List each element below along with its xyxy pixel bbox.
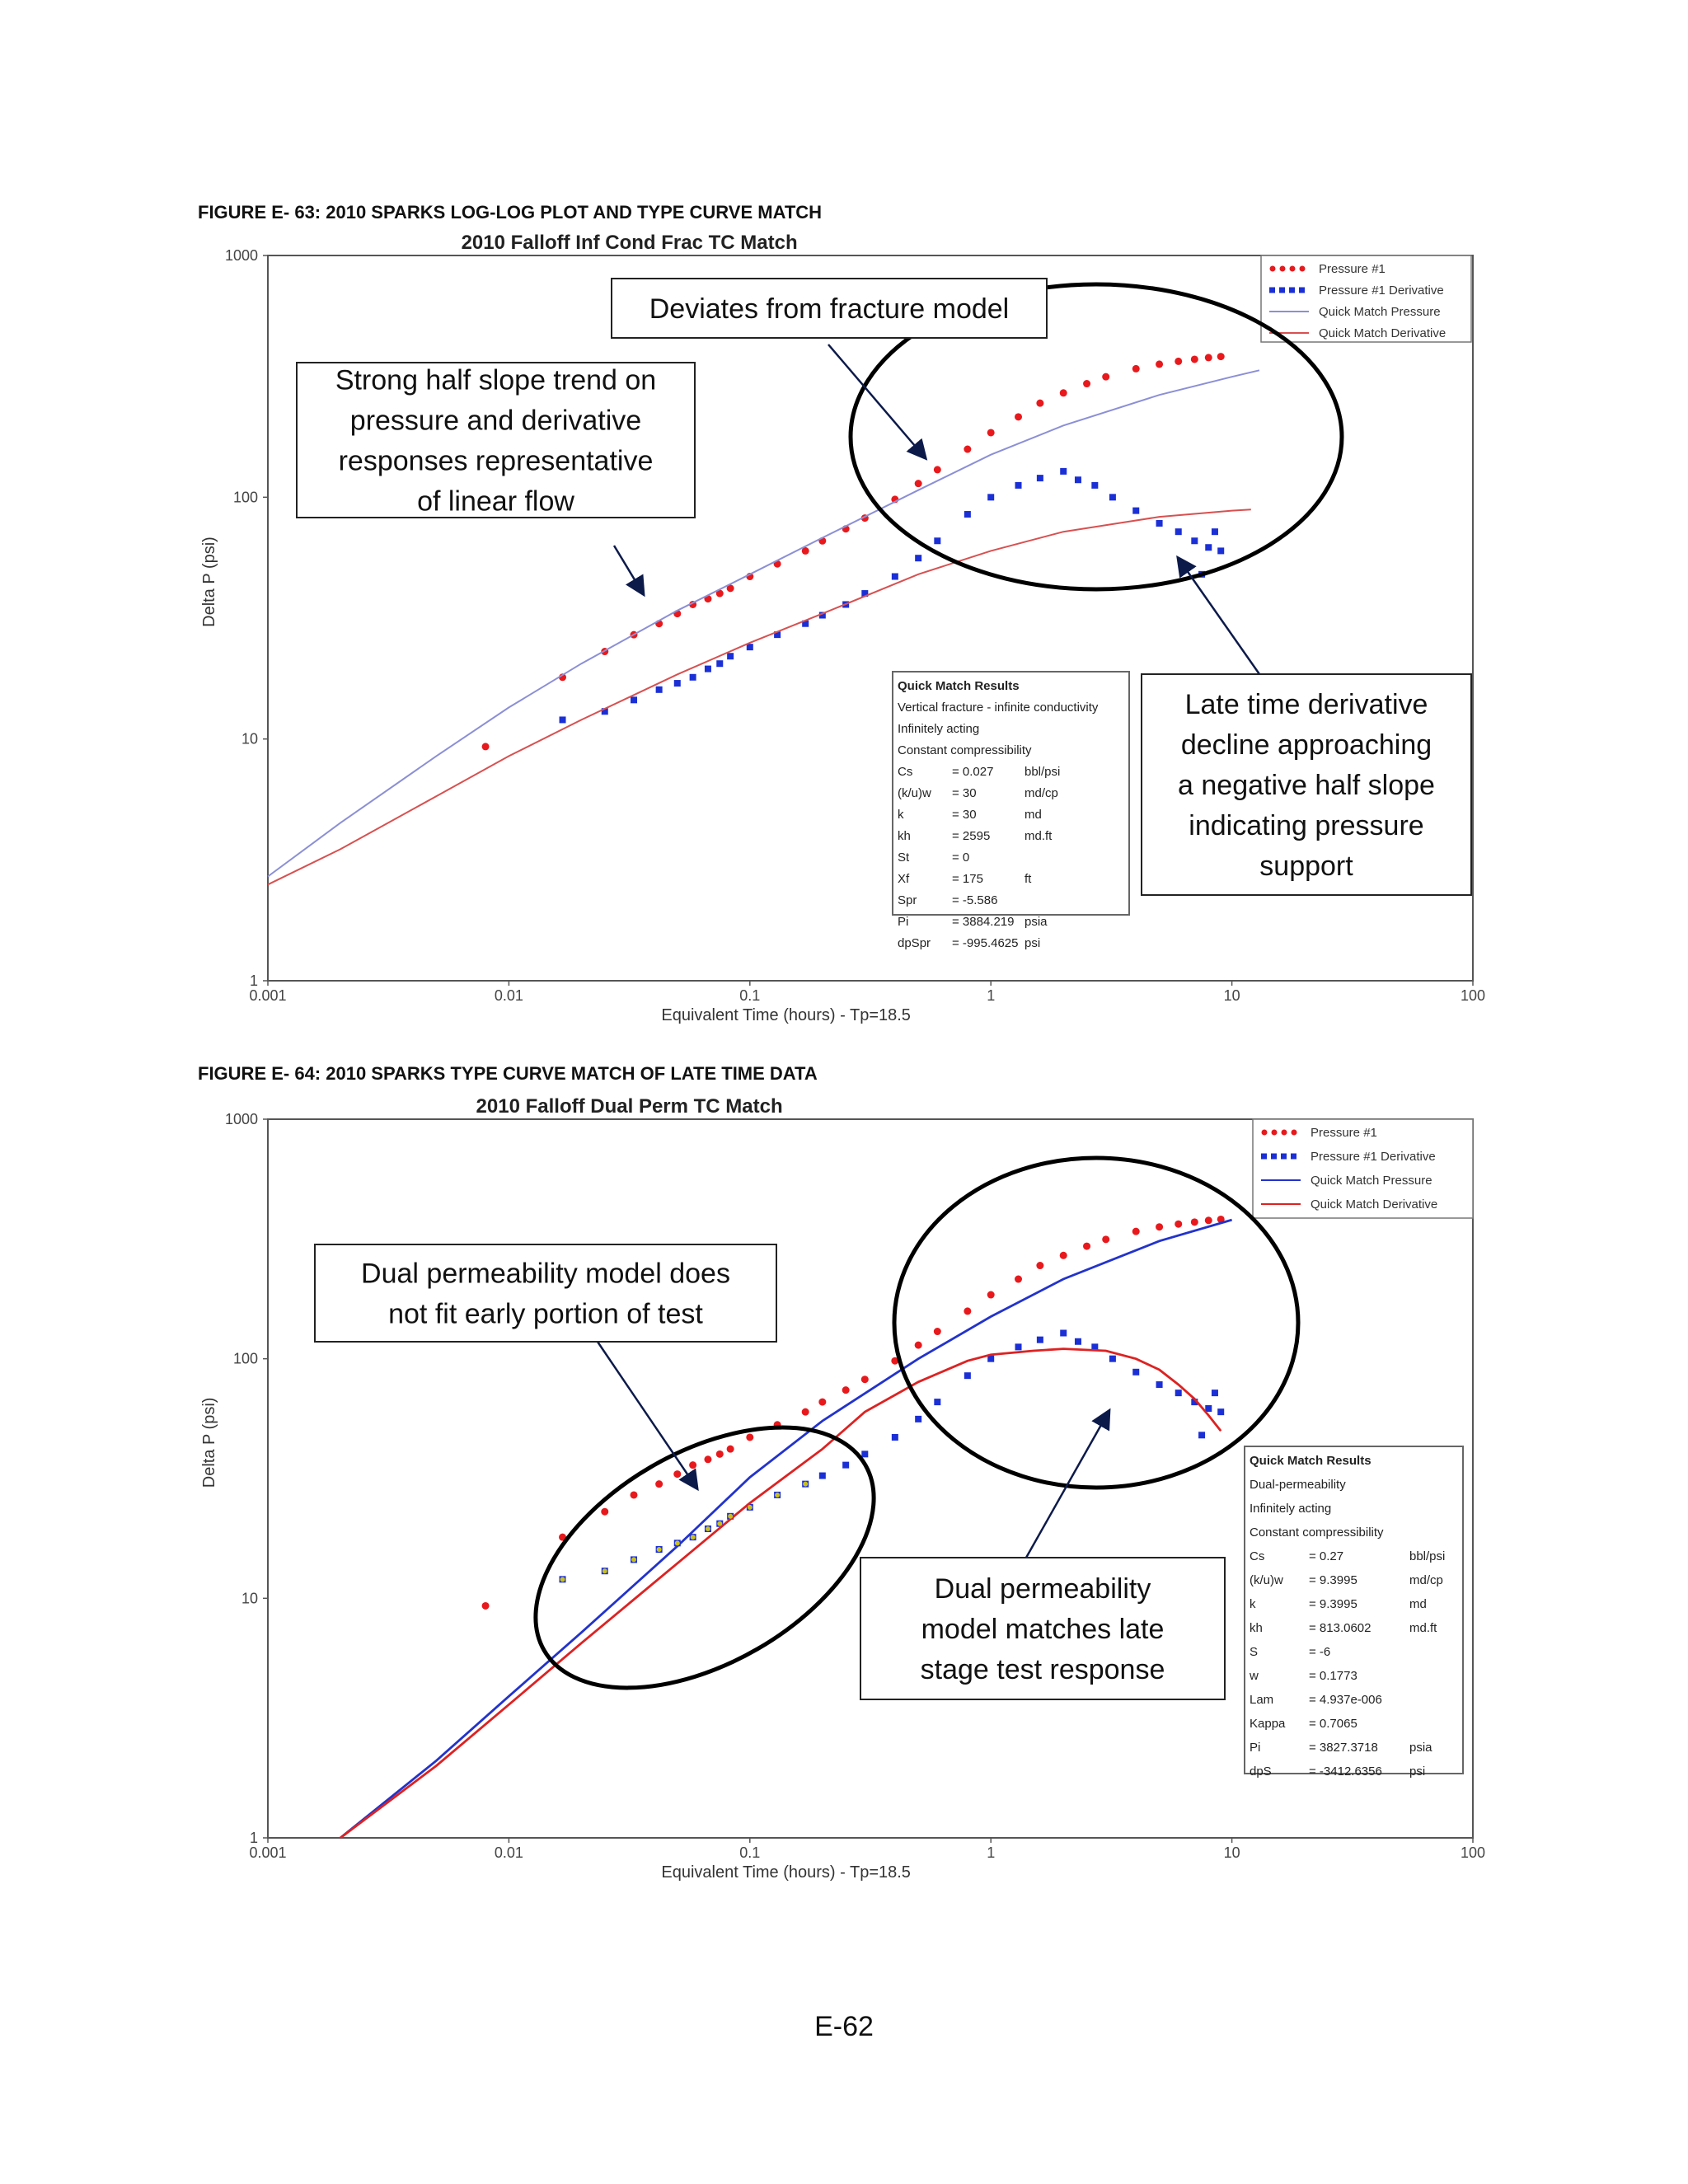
quick-match-param-value: = 0.027	[952, 765, 994, 779]
chart-inf-cond-frac	[0, 223, 1688, 1030]
quick-match-param-value: = 0.1773	[1309, 1669, 1357, 1683]
data-point-pressure	[689, 1461, 696, 1469]
data-point-pressure	[1205, 354, 1212, 361]
data-point-derivative	[1091, 482, 1098, 489]
data-point-pressure	[1175, 358, 1182, 365]
y-tick-label: 1000	[224, 1111, 258, 1127]
legend-label: Quick Match Pressure	[1319, 305, 1441, 319]
quick-match-param-name: S	[1250, 1645, 1259, 1659]
figure-caption-63: FIGURE E- 63: 2010 SPARKS LOG-LOG PLOT AND TYPE CURVE MATCH	[198, 202, 823, 223]
quick-match-param-name: dpS	[1250, 1765, 1272, 1779]
data-point-early-derivative	[631, 1557, 636, 1562]
quick-match-header: Quick Match Results	[1250, 1454, 1372, 1468]
data-point-pressure	[934, 1328, 941, 1335]
quick-match-param-value: = 3827.3718	[1309, 1741, 1378, 1755]
x-tick-label: 1	[987, 1844, 996, 1861]
data-point-pressure	[1015, 1276, 1022, 1283]
annotation-text: model matches late	[921, 1614, 1165, 1645]
data-point-pressure	[482, 1602, 490, 1610]
data-point-derivative	[819, 1473, 826, 1479]
data-point-pressure	[1191, 355, 1198, 363]
x-tick-label: 1	[987, 987, 996, 1004]
x-axis-label: Equivalent Time (hours) - Tp=18.5	[661, 1863, 911, 1882]
quick-match-param-name: dpSpr	[898, 936, 931, 950]
data-point-derivative	[1075, 476, 1081, 483]
data-point-derivative	[656, 687, 663, 693]
data-point-pressure	[1083, 380, 1090, 387]
data-point-early-derivative	[603, 1568, 607, 1573]
y-tick-label: 10	[241, 1590, 258, 1607]
data-point-pressure	[727, 1446, 734, 1453]
data-point-pressure	[915, 1342, 922, 1349]
x-tick-label: 0.01	[494, 1844, 523, 1861]
quick-match-param-name: Cs	[1250, 1549, 1265, 1563]
quick-match-param-unit: ft	[1025, 872, 1032, 886]
legend-swatch	[1269, 288, 1275, 293]
quick-match-note: Infinitely acting	[898, 722, 980, 736]
data-point-pressure	[842, 1386, 850, 1394]
y-axis-label: Delta P (psi)	[200, 1397, 218, 1488]
data-point-pressure	[716, 1451, 724, 1458]
quick-match-param-value: = 813.0602	[1309, 1621, 1372, 1635]
x-tick-label: 0.1	[739, 987, 761, 1004]
data-point-derivative	[631, 696, 637, 703]
data-point-derivative	[1037, 475, 1043, 481]
legend-label: Pressure #1 Derivative	[1311, 1150, 1436, 1164]
legend-swatch	[1261, 1154, 1267, 1160]
data-point-derivative	[690, 674, 696, 681]
legend-label: Pressure #1	[1311, 1126, 1377, 1140]
quick-match-param-value: = 0	[952, 851, 970, 865]
data-point-pressure	[1036, 400, 1043, 407]
quick-match-note: Constant compressibility	[1250, 1526, 1384, 1540]
data-point-early-derivative	[675, 1540, 680, 1545]
y-axis-label: Delta P (psi)	[200, 537, 218, 627]
data-point-pressure	[1015, 413, 1022, 420]
annotation-text: support	[1259, 851, 1353, 882]
data-point-derivative	[892, 574, 898, 580]
data-point-pressure	[1205, 1216, 1212, 1224]
data-point-pressure	[704, 1455, 711, 1463]
quick-match-param-value: = 30	[952, 808, 977, 822]
data-point-derivative	[934, 537, 940, 544]
data-point-derivative	[861, 1451, 868, 1457]
data-point-derivative	[892, 1434, 898, 1441]
quick-match-param-unit: md.ft	[1409, 1621, 1437, 1635]
legend	[1261, 255, 1471, 342]
data-point-pressure	[1102, 1235, 1109, 1243]
data-point-derivative	[1109, 1356, 1116, 1362]
quick-match-param-value: = 0.7065	[1309, 1717, 1357, 1731]
legend-label: Quick Match Derivative	[1311, 1197, 1438, 1212]
x-tick-label: 0.001	[249, 987, 287, 1004]
quick-match-param-unit: md	[1409, 1597, 1427, 1611]
data-point-derivative	[1132, 1369, 1139, 1376]
quick-match-param-unit: md	[1025, 808, 1042, 822]
annotation-text: Dual permeability	[934, 1573, 1151, 1605]
data-point-derivative	[1075, 1338, 1081, 1345]
quick-match-param-name: Spr	[898, 893, 917, 907]
annotation-text: of linear flow	[417, 485, 574, 518]
data-point-pressure	[1132, 365, 1140, 373]
data-point-derivative	[1205, 1405, 1212, 1412]
data-point-pressure	[1132, 1228, 1140, 1235]
chart-title: 2010 Falloff Inf Cond Frac TC Match	[461, 232, 798, 254]
data-point-early-derivative	[748, 1505, 753, 1510]
data-point-early-derivative	[560, 1577, 565, 1582]
data-point-derivative	[1156, 1381, 1163, 1388]
legend-swatch	[1282, 1130, 1287, 1136]
quick-match-param-value: = 9.3995	[1309, 1597, 1357, 1611]
quick-match-param-name: Xf	[898, 872, 910, 886]
x-tick-label: 100	[1460, 1844, 1486, 1861]
x-tick-label: 10	[1223, 987, 1240, 1004]
quick-match-param-name: kh	[1250, 1621, 1263, 1635]
quick-match-param-name: Cs	[898, 765, 913, 779]
legend-swatch	[1299, 288, 1305, 293]
data-point-derivative	[674, 680, 681, 687]
y-tick-label: 10	[241, 730, 258, 748]
quick-match-param-value: = -995.4625	[952, 936, 1019, 950]
data-point-pressure	[818, 1399, 826, 1406]
data-point-pressure	[1191, 1218, 1198, 1226]
data-point-pressure	[1156, 360, 1163, 368]
legend-swatch	[1271, 1154, 1277, 1160]
legend-swatch	[1289, 288, 1295, 293]
quick-match-param-name: k	[1250, 1597, 1256, 1611]
data-point-pressure	[1217, 353, 1225, 360]
quick-match-note: Constant compressibility	[898, 743, 1032, 757]
quick-match-param-unit: psia	[1409, 1741, 1432, 1755]
page-number: E-62	[814, 2011, 874, 2042]
data-point-early-derivative	[706, 1526, 710, 1531]
data-point-derivative	[1212, 1390, 1218, 1396]
legend-label: Pressure #1	[1319, 262, 1386, 276]
quick-match-param-unit: bbl/psi	[1025, 765, 1061, 779]
data-point-pressure	[1060, 389, 1067, 396]
annotation-text: Dual permeability model does	[361, 1258, 730, 1290]
data-point-derivative	[915, 1416, 921, 1422]
data-point-derivative	[1212, 528, 1218, 535]
data-point-derivative	[842, 1462, 849, 1469]
quick-match-param-name: w	[1250, 1669, 1259, 1683]
annotation-text: decline approaching	[1180, 729, 1432, 761]
data-point-pressure	[987, 1291, 995, 1299]
legend-swatch	[1290, 266, 1296, 272]
data-point-derivative	[727, 653, 734, 659]
data-point-pressure	[631, 1491, 638, 1498]
legend-swatch	[1280, 266, 1286, 272]
quick-match-header: Quick Match Results	[898, 679, 1020, 693]
quick-match-param-name: Pi	[1250, 1741, 1261, 1755]
data-point-pressure	[655, 1480, 663, 1488]
quick-match-param-value: = 0.27	[1309, 1549, 1344, 1563]
quick-match-param-name: St	[898, 851, 910, 865]
quick-match-param-name: k	[898, 808, 904, 822]
data-point-derivative	[1109, 494, 1116, 500]
annotation-text: a negative half slope	[1178, 770, 1435, 801]
data-point-pressure	[1060, 1252, 1067, 1259]
legend-swatch	[1291, 1154, 1296, 1160]
data-point-pressure	[746, 1433, 753, 1441]
quick-match-param-value: = -5.586	[952, 893, 998, 907]
legend-swatch	[1270, 266, 1276, 272]
data-point-early-derivative	[717, 1521, 722, 1526]
quick-match-results	[1245, 1446, 1463, 1779]
quick-match-param-name: Pi	[898, 915, 909, 929]
data-point-pressure	[673, 1470, 681, 1478]
quick-match-note: Infinitely acting	[1250, 1502, 1332, 1516]
annotation-text: Strong half slope trend on	[335, 364, 657, 396]
legend-swatch	[1281, 1154, 1287, 1160]
quick-match-param-value: = 9.3995	[1309, 1573, 1357, 1587]
data-point-pressure	[964, 446, 971, 453]
data-point-early-derivative	[728, 1514, 733, 1519]
legend-label: Quick Match Derivative	[1319, 326, 1447, 340]
annotation-text: not fit early portion of test	[388, 1298, 703, 1330]
data-point-derivative	[1015, 482, 1022, 489]
x-tick-label: 0.1	[739, 1844, 761, 1861]
x-tick-label: 0.001	[249, 1844, 287, 1861]
chart-title: 2010 Falloff Dual Perm TC Match	[476, 1095, 783, 1118]
quick-match-param-unit: md.ft	[1025, 829, 1053, 843]
data-point-pressure	[601, 1508, 608, 1516]
x-tick-label: 0.01	[494, 987, 523, 1004]
data-point-derivative	[987, 494, 994, 500]
legend-label: Pressure #1 Derivative	[1319, 284, 1444, 298]
legend-swatch	[1262, 1130, 1268, 1136]
legend	[1253, 1119, 1473, 1218]
data-point-derivative	[560, 716, 566, 723]
quick-match-results	[893, 672, 1129, 950]
data-point-pressure	[1083, 1243, 1090, 1250]
annotation-text: indicating pressure	[1189, 810, 1424, 841]
data-point-pressure	[1156, 1223, 1163, 1230]
data-point-pressure	[1175, 1221, 1182, 1228]
data-point-pressure	[1036, 1262, 1043, 1269]
y-tick-label: 100	[232, 1350, 258, 1367]
legend-swatch	[1272, 1130, 1278, 1136]
quick-match-param-name: kh	[898, 829, 911, 843]
y-tick-label: 1	[249, 1830, 258, 1846]
data-point-pressure	[482, 743, 490, 750]
data-point-derivative	[747, 644, 753, 650]
quick-match-note: Dual-permeability	[1250, 1478, 1346, 1492]
data-point-derivative	[1060, 468, 1067, 475]
data-point-derivative	[964, 511, 971, 518]
data-point-derivative	[1198, 1432, 1205, 1438]
data-point-derivative	[934, 1399, 940, 1405]
data-point-pressure	[1102, 373, 1109, 381]
data-point-derivative	[1205, 544, 1212, 551]
quick-match-param-value: = 3884.219	[952, 915, 1015, 929]
annotation-text: Deviates from fracture model	[649, 293, 1010, 325]
data-point-derivative	[1175, 528, 1182, 535]
quick-match-param-value: = -3412.6356	[1309, 1765, 1382, 1779]
x-tick-label: 100	[1460, 987, 1486, 1004]
quick-match-param-value: = 30	[952, 786, 977, 800]
data-point-derivative	[915, 555, 921, 561]
quick-match-param-name: (k/u)w	[1250, 1573, 1283, 1587]
data-point-pressure	[861, 1376, 869, 1383]
data-point-derivative	[1060, 1330, 1067, 1337]
quick-match-param-value: = 4.937e-006	[1309, 1693, 1382, 1707]
data-point-early-derivative	[775, 1493, 780, 1497]
data-point-derivative	[1132, 508, 1139, 514]
y-tick-label: 1	[249, 972, 258, 989]
data-point-pressure	[964, 1307, 971, 1315]
data-point-early-derivative	[803, 1482, 808, 1487]
legend-swatch	[1292, 1130, 1297, 1136]
quick-match-param-unit: bbl/psi	[1409, 1549, 1446, 1563]
annotation-text: Late time derivative	[1184, 689, 1428, 720]
data-point-pressure	[915, 480, 922, 487]
data-point-derivative	[1191, 537, 1198, 544]
data-point-pressure	[802, 1408, 809, 1416]
data-point-derivative	[964, 1372, 971, 1379]
quick-match-param-name: (k/u)w	[898, 786, 931, 800]
quick-match-param-value: = 175	[952, 872, 983, 886]
data-point-early-derivative	[691, 1535, 696, 1540]
quick-match-param-unit: psi	[1025, 936, 1041, 950]
data-point-derivative	[1217, 547, 1224, 554]
quick-match-param-unit: psia	[1025, 915, 1048, 929]
legend-label: Quick Match Pressure	[1311, 1174, 1432, 1188]
y-tick-label: 1000	[224, 247, 258, 264]
quick-match-param-value: = 2595	[952, 829, 991, 843]
x-tick-label: 10	[1223, 1844, 1240, 1861]
x-axis-label: Equivalent Time (hours) - Tp=18.5	[661, 1006, 911, 1024]
chart-dual-perm	[0, 1088, 1688, 1912]
data-point-derivative	[1156, 520, 1163, 527]
y-tick-label: 100	[232, 489, 258, 506]
quick-match-param-name: Lam	[1250, 1693, 1274, 1707]
annotation-text: stage test response	[920, 1654, 1165, 1685]
quick-match-param-unit: psi	[1409, 1765, 1426, 1779]
legend-swatch	[1300, 266, 1306, 272]
legend-swatch	[1279, 288, 1285, 293]
data-point-derivative	[1037, 1337, 1043, 1343]
figure-caption-64: FIGURE E- 64: 2010 SPARKS TYPE CURVE MATCH OF LATE TIME DATA	[198, 1063, 818, 1084]
data-point-derivative	[1175, 1390, 1182, 1396]
quick-match-note: Vertical fracture - infinite conductivity	[898, 701, 1099, 715]
annotation-text: pressure and derivative	[349, 405, 642, 437]
quick-match-param-value: = -6	[1309, 1645, 1331, 1659]
quick-match-param-unit: md/cp	[1025, 786, 1058, 800]
data-point-derivative	[716, 660, 723, 667]
quick-match-param-unit: md/cp	[1409, 1573, 1443, 1587]
data-point-early-derivative	[657, 1547, 662, 1552]
data-point-derivative	[1217, 1408, 1224, 1415]
data-point-pressure	[934, 466, 941, 473]
data-point-derivative	[1015, 1343, 1022, 1350]
quick-match-param-name: Kappa	[1250, 1717, 1286, 1731]
annotation-text: responses representative	[338, 445, 654, 477]
data-point-pressure	[987, 429, 995, 436]
data-point-derivative	[705, 666, 711, 673]
